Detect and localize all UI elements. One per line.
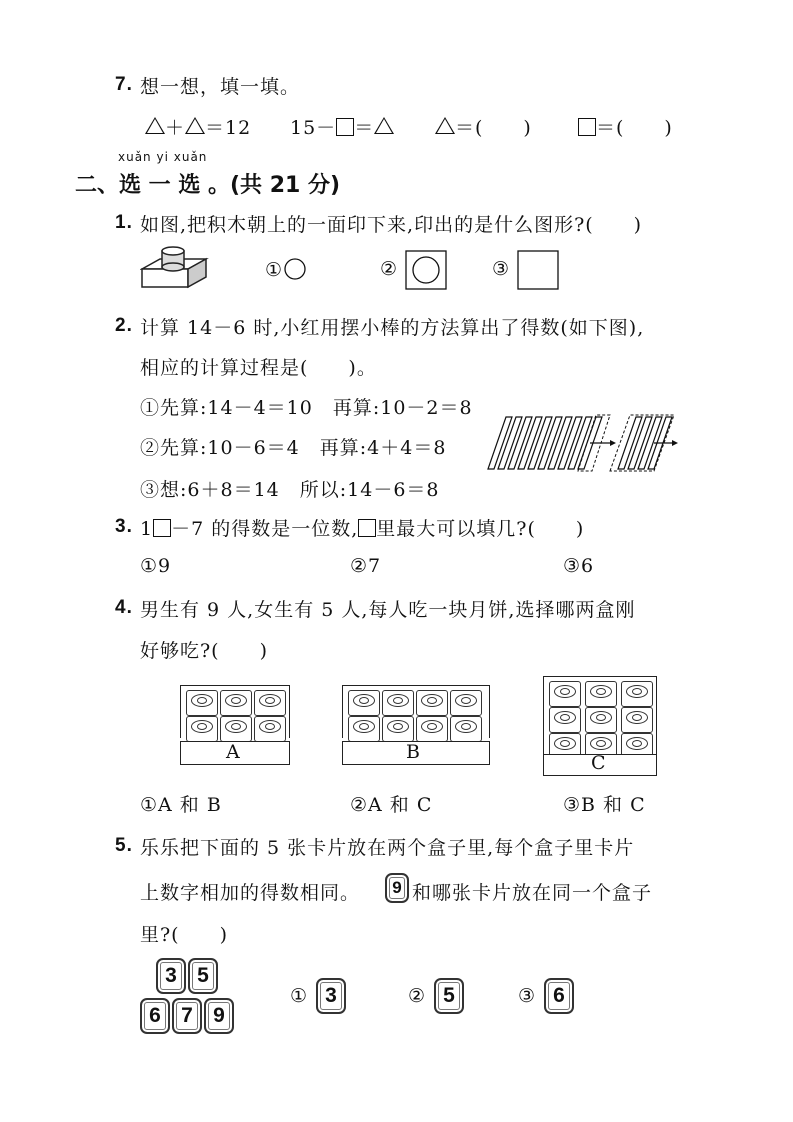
q2-option-3[interactable]: ③想:6＋8＝14 所以:14－6＝8 xyxy=(140,479,440,501)
q7-number: 7. xyxy=(115,74,133,95)
q3-text-c: 里最大可以填几?( ) xyxy=(376,518,585,540)
q1-option-3[interactable] xyxy=(492,258,510,280)
box-a-label: A xyxy=(226,741,241,763)
number-card: 7 xyxy=(172,998,202,1034)
number-card: 5 xyxy=(188,958,218,994)
number-card: 3 xyxy=(156,958,186,994)
eq4-answer-blank[interactable]: ＝( ) xyxy=(596,117,673,139)
box-b-label: B xyxy=(406,741,421,763)
q2-option-1[interactable]: ①先算:14－4＝10 再算:10－2＝8 xyxy=(140,397,473,419)
q7-equation-3 xyxy=(435,113,532,140)
q5-number: 5. xyxy=(115,835,133,856)
q4-number: 4. xyxy=(115,597,133,618)
square-icon xyxy=(517,250,559,290)
q2-line-2: 相应的计算过程是( )。 xyxy=(140,357,377,379)
q1-option-1[interactable] xyxy=(265,258,307,281)
q1-number: 1. xyxy=(115,212,133,233)
q3-option-3[interactable]: ③6 xyxy=(563,555,595,577)
q4-option-1[interactable]: ①A 和 B xyxy=(140,794,222,816)
triangle-icon xyxy=(185,117,205,134)
q2-option-2[interactable]: ②先算:10－6＝4 再算:4＋4＝8 xyxy=(140,437,447,459)
section2-pinyin: xuǎn yi xuǎn xyxy=(118,150,208,164)
eq2-start: 15－ xyxy=(290,117,337,139)
eq1-result: ＝12 xyxy=(205,117,252,139)
q5-option-3-label[interactable]: ③ xyxy=(518,985,537,1007)
q5-line-1: 乐乐把下面的 5 张卡片放在两个盒子里,每个盒子里卡片 xyxy=(140,837,635,859)
q3-number: 3. xyxy=(115,516,133,537)
q5-option-1-label[interactable]: ① xyxy=(290,985,309,1007)
q1-option-2-label: ② xyxy=(380,258,399,280)
triangle-icon xyxy=(374,117,394,134)
q5-option-3-card[interactable]: 6 xyxy=(544,978,574,1014)
q7-equation-4 xyxy=(578,113,673,140)
triangle-icon xyxy=(435,117,455,134)
q5-option-2-card[interactable]: 5 xyxy=(434,978,464,1014)
plus-sign: ＋ xyxy=(165,117,186,139)
square-icon xyxy=(153,519,171,537)
q3-option-2[interactable]: ②7 xyxy=(350,555,382,577)
section2-title: 二、选 一 选 。(共 21 分) xyxy=(75,173,341,198)
mooncake-box-b xyxy=(342,685,492,765)
square-icon xyxy=(358,519,376,537)
q5-line-3: 里?( ) xyxy=(140,924,229,946)
number-card: 9 xyxy=(204,998,234,1034)
q3-text xyxy=(140,514,584,541)
eq3-answer-blank[interactable]: ＝( ) xyxy=(455,117,532,139)
q2-number: 2. xyxy=(115,315,133,336)
q1-option-2[interactable] xyxy=(380,258,398,280)
q7-equation-2 xyxy=(290,113,394,140)
mooncake-box-c xyxy=(543,676,659,776)
square-icon xyxy=(336,118,354,136)
mooncake-box-a xyxy=(180,685,292,765)
q4-option-2[interactable]: ②A 和 C xyxy=(350,794,433,816)
q3-option-1[interactable]: ①9 xyxy=(140,555,172,577)
q5-option-2-label[interactable]: ② xyxy=(408,985,427,1007)
q5-option-1-card[interactable]: 3 xyxy=(316,978,346,1014)
building-block-illustration xyxy=(140,243,210,295)
q4-option-3[interactable]: ③B 和 C xyxy=(563,794,646,816)
square-with-circle-icon xyxy=(405,250,447,290)
box-c-label: C xyxy=(591,752,607,774)
q5-line-2b: 和哪张卡片放在同一个盒子 xyxy=(412,882,653,904)
q1-text: 如图,把积木朝上的一面印下来,印出的是什么图形?( ) xyxy=(140,214,643,236)
q4-line-1: 男生有 9 人,女生有 5 人,每人吃一块月饼,选择哪两盒刚 xyxy=(140,599,636,621)
number-card: 6 xyxy=(140,998,170,1034)
circle-icon xyxy=(283,258,307,280)
square-icon xyxy=(578,118,596,136)
q2-line-1: 计算 14－6 时,小红用摆小棒的方法算出了得数(如下图), xyxy=(140,317,645,339)
triangle-icon xyxy=(145,117,165,134)
q7-equation-1 xyxy=(145,113,251,140)
eq2-equals: ＝ xyxy=(354,117,375,139)
q1-option-1-label: ① xyxy=(265,259,284,281)
q5-line-2a: 上数字相加的得数相同。 xyxy=(140,882,361,904)
card-9-inline: 9 xyxy=(385,873,409,903)
q3-text-b: －7 的得数是一位数, xyxy=(171,518,359,540)
q3-text-a: 1 xyxy=(140,518,154,540)
q1-option-3-label: ③ xyxy=(492,258,511,280)
q7-title: 想一想，填一填。 xyxy=(140,76,301,98)
q4-line-2: 好够吃?( ) xyxy=(140,640,269,662)
sticks-illustration xyxy=(482,413,682,473)
